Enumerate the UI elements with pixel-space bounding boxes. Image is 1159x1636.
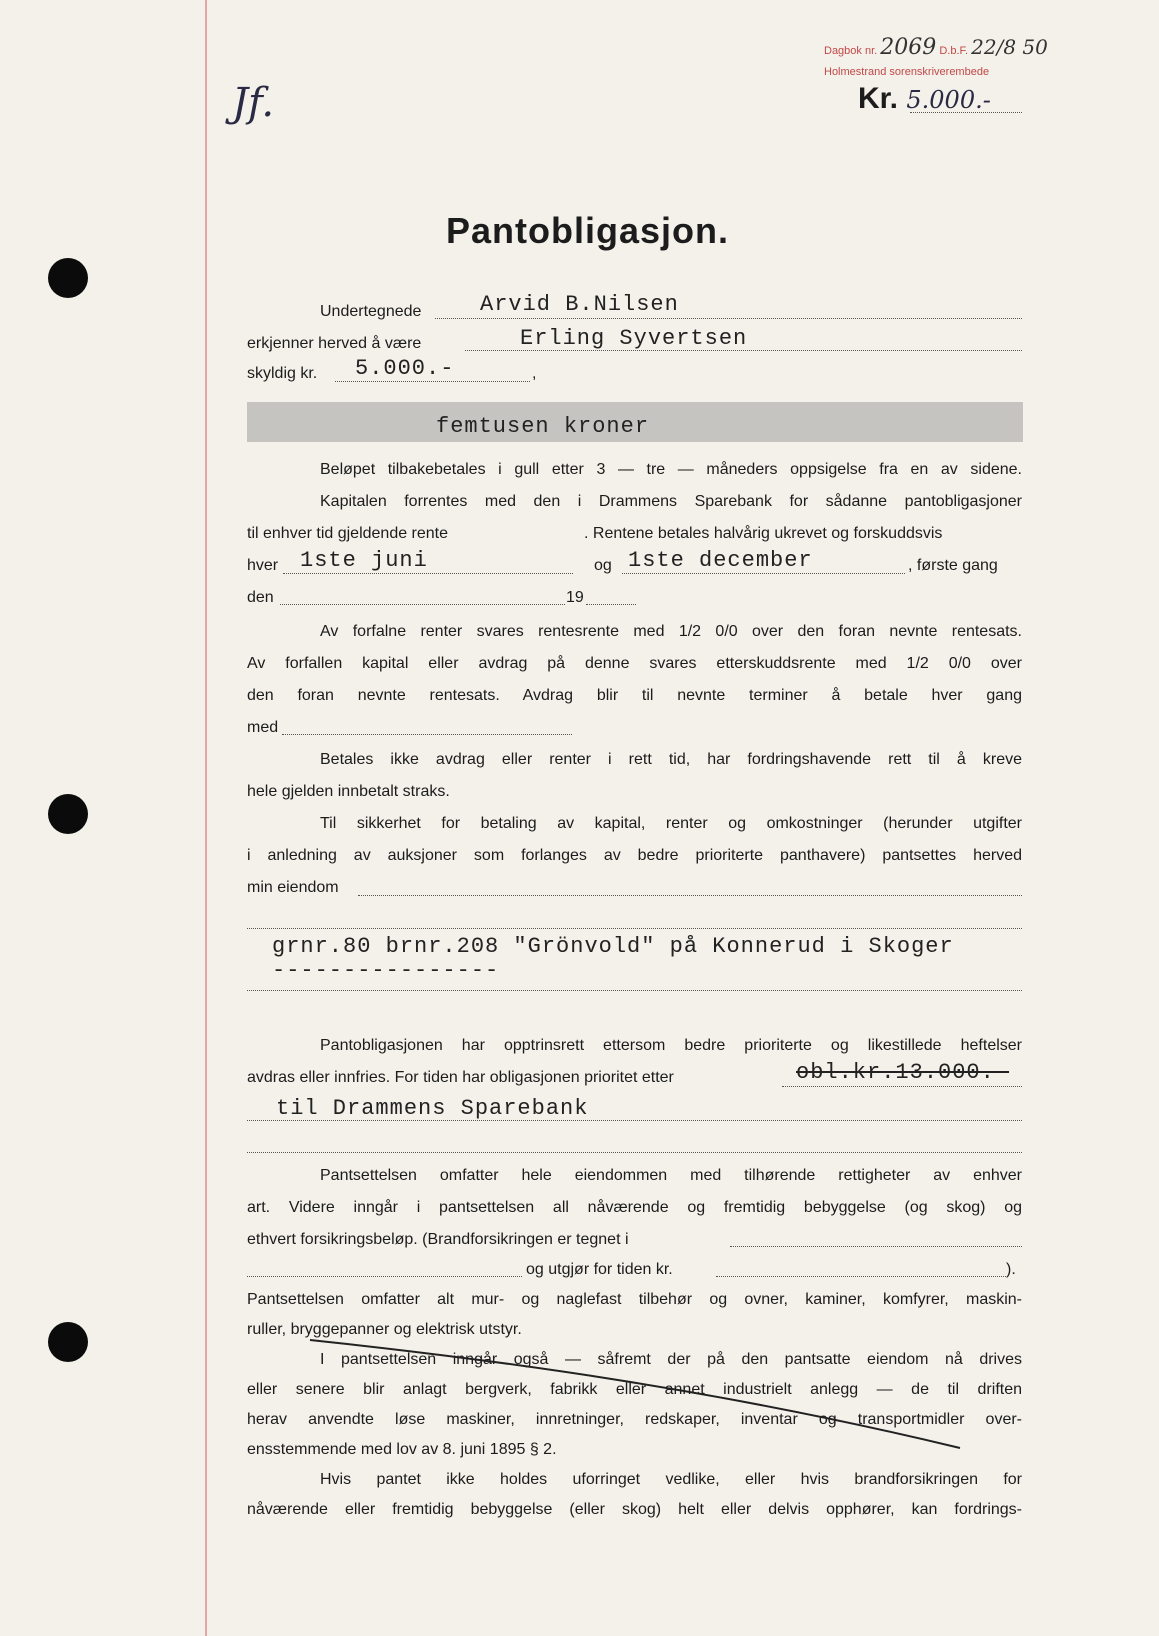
punch-hole bbox=[48, 794, 88, 834]
scope-clause: ). bbox=[1006, 1261, 1016, 1278]
interest-clause-cont: til enhver tid gjeldende rente bbox=[247, 525, 449, 542]
priority-clause: Pantobligasjonen har opptrinsrett ettersom bedre prioriterte og likestillede heftelser bbox=[320, 1037, 1022, 1054]
debtor-name: Arvid B.Nilsen bbox=[480, 292, 679, 317]
office-stamp: Holmestrand sorenskriverembede bbox=[824, 66, 990, 78]
interest-clause-cont: . Rentene betales halvårig ukrevet og forskuddsvis bbox=[584, 525, 943, 542]
fixtures-clause: Pantsettelsen omfatter alt mur- og naglefast tilbehør og ovner, kaminer, komfyrer, maskin- bbox=[247, 1291, 1022, 1308]
industrial-clause: ensstemmende med lov av 8. juni 1895 § 2. bbox=[247, 1441, 557, 1458]
margin-line bbox=[205, 0, 207, 1636]
field-line bbox=[435, 318, 1022, 319]
property-underline: ---------------- bbox=[272, 958, 500, 983]
page-title: Pantobligasjon. bbox=[446, 210, 730, 251]
field-line bbox=[247, 1276, 522, 1277]
penalty-interest-clause: den foran nevnte rentesats. Avdrag blir til nevnte terminer å betale hver gang bbox=[247, 687, 1022, 704]
amount-header bbox=[858, 82, 991, 116]
penalty-interest-clause: med bbox=[247, 719, 279, 736]
registration-date: 22/8 50 bbox=[971, 35, 1048, 59]
field-line bbox=[465, 350, 1022, 351]
scope-clause: Pantsettelsen omfatter hele eiendommen med tilhørende rettigheter av enhver bbox=[320, 1167, 1022, 1184]
default-clause: hele gjelden innbetalt straks. bbox=[247, 783, 450, 800]
first-time-label: , første gang bbox=[908, 557, 998, 574]
strike-through-stroke bbox=[300, 1330, 980, 1460]
field-line bbox=[283, 573, 573, 574]
maintenance-clause: nåværende eller fremtidig bebyggelse (eller skog) helt eller delvis opphører, kan fordrings- bbox=[247, 1501, 1022, 1518]
property-description: grnr.80 brnr.208 "Grönvold" på Konnerud i Skoger bbox=[272, 934, 954, 959]
erkjenner-label: erkjenner herved å være bbox=[247, 335, 422, 352]
skyldig-comma: , bbox=[532, 365, 537, 382]
priority-clause: avdras eller innfries. For tiden har obligasjonen prioritet etter bbox=[247, 1069, 674, 1086]
hver-label: hver bbox=[247, 557, 279, 574]
second-interest-date: 1ste december bbox=[628, 548, 813, 573]
amount-in-words: femtusen kroner bbox=[436, 414, 650, 439]
field-line bbox=[782, 1086, 1022, 1087]
field-line bbox=[730, 1246, 1022, 1247]
amount-label: Kr. bbox=[858, 82, 899, 115]
penalty-interest-clause: Av forfallen kapital eller avdrag på denne svares etterskuddsrente med 1/2 0/0 over bbox=[247, 655, 1022, 672]
den-label: den bbox=[247, 589, 274, 606]
security-clause: Til sikkerhet for betaling av kapital, renter og omkostninger (herunder utgifter bbox=[320, 815, 1022, 832]
scope-clause: art. Videre inngår i pantsettelsen all nåværende og fremtidig bebyggelse (og skog) og bbox=[247, 1199, 1022, 1216]
field-line bbox=[280, 604, 565, 605]
amount-line bbox=[910, 112, 1022, 113]
security-clause: min eiendom bbox=[247, 879, 339, 896]
undertegnede-label: Undertegnede bbox=[320, 303, 422, 320]
field-line bbox=[716, 1276, 1006, 1277]
maintenance-clause: Hvis pantet ikke holdes uforringet vedlike, eller hvis brandforsikringen for bbox=[320, 1471, 1022, 1488]
dagbok-label: Dagbok nr. bbox=[824, 45, 878, 57]
field-line bbox=[358, 895, 1022, 896]
skyldig-label: skyldig kr. bbox=[247, 365, 318, 382]
penalty-interest-clause: Av forfalne renter svares rentesrente med 1/2 0/0 over den foran nevnte rentesats. bbox=[320, 623, 1022, 640]
punch-hole bbox=[48, 1322, 88, 1362]
first-interest-date: 1ste juni bbox=[300, 548, 428, 573]
field-line bbox=[622, 573, 905, 574]
dagbok-stamp bbox=[824, 35, 1048, 60]
scope-clause: og utgjør for tiden kr. bbox=[526, 1261, 673, 1278]
prior-obligation: obl.kr.13.000.- bbox=[796, 1060, 1010, 1085]
field-line bbox=[247, 1152, 1022, 1153]
field-line bbox=[247, 990, 1022, 991]
field-line bbox=[247, 1120, 1022, 1121]
industrial-clause: herav anvendte løse maskiner, innretninger, redskaper, inventar og transportmidler over- bbox=[247, 1411, 1022, 1428]
industrial-clause: I pantsettelsen inngår også — såfremt der på den pantsatte eiendom nå drives bbox=[320, 1351, 1022, 1368]
field-line bbox=[586, 604, 636, 605]
industrial-clause: eller senere blir anlagt bergverk, fabrikk eller annet industrielt anlegg — de til driften bbox=[247, 1381, 1022, 1398]
security-clause: i anledning av auksjoner som forlanges av bedre prioriterte panthavere) pantsettes herved bbox=[247, 847, 1022, 864]
repayment-clause: Beløpet tilbakebetales i gull etter 3 — tre — måneders oppsigelse fra en av sidene. bbox=[320, 461, 1022, 478]
scope-clause: ethvert forsikringsbeløp. (Brandforsikringen er tegnet i bbox=[247, 1231, 629, 1248]
prior-creditor: til Drammens Sparebank bbox=[276, 1096, 589, 1121]
creditor-name: Erling Syvertsen bbox=[520, 326, 748, 351]
year-prefix: 19 bbox=[566, 589, 584, 606]
field-line bbox=[247, 928, 1022, 929]
amount-value: 5.000.- bbox=[906, 86, 991, 114]
default-clause: Betales ikke avdrag eller renter i rett tid, har fordringshavende rett til å kreve bbox=[320, 751, 1022, 768]
punch-hole bbox=[48, 258, 88, 298]
og-label: og bbox=[594, 557, 612, 574]
debt-amount: 5.000.- bbox=[355, 356, 455, 381]
field-line bbox=[282, 734, 572, 735]
field-line bbox=[335, 381, 530, 382]
margin-signature: Jf. bbox=[232, 80, 275, 126]
dbf-label: D.b.F. bbox=[939, 45, 969, 57]
dagbok-number: 2069 bbox=[880, 35, 937, 60]
interest-clause: Kapitalen forrentes med den i Drammens Sparebank for sådanne pantobligasjoner bbox=[320, 493, 1022, 510]
fixtures-clause: ruller, bryggepanner og elektrisk utstyr. bbox=[247, 1321, 522, 1338]
